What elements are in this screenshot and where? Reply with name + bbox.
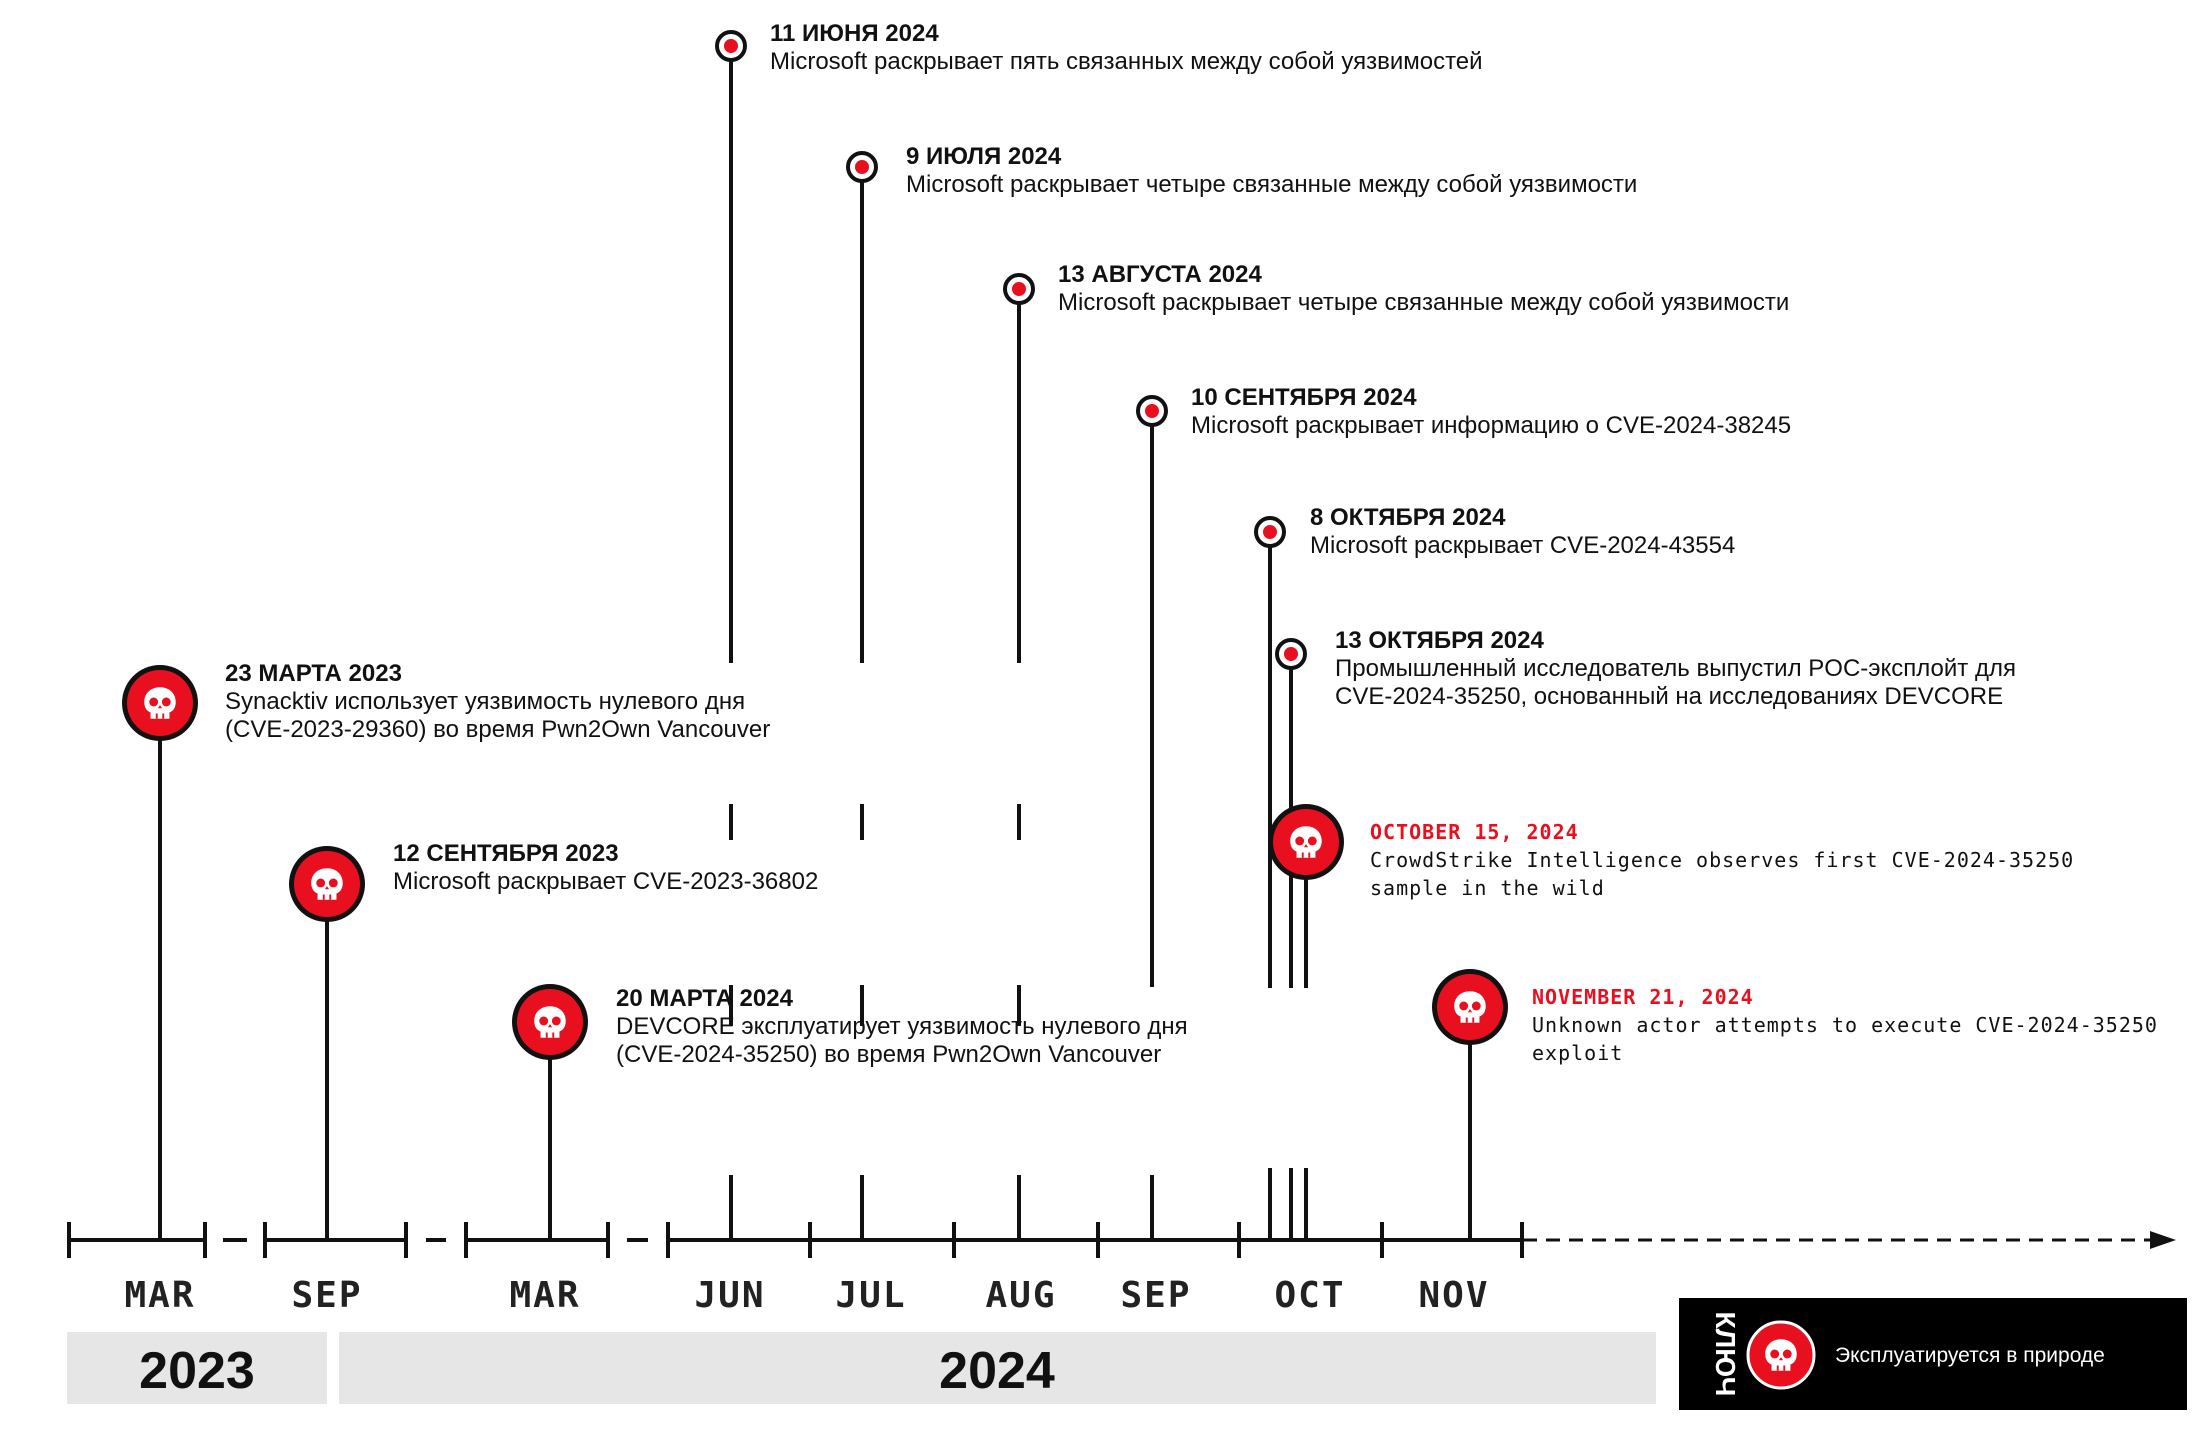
event-description: Microsoft раскрывает пять связанных между собой уязвимостей	[770, 48, 1483, 75]
skull-icon	[122, 665, 198, 741]
month-label: MAR	[509, 1275, 581, 1316]
event-description: CrowdStrike Intelligence observes first CVE-2024-35250	[1370, 848, 2075, 872]
legend-label: Эксплуатируется в природе	[1835, 1344, 2105, 1367]
month-label: NOV	[1418, 1275, 1490, 1316]
month-labels	[124, 1275, 1489, 1316]
event-date: 10 СЕНТЯБРЯ 2024	[1191, 384, 1417, 411]
dot-marker-icon	[1005, 275, 1033, 303]
month-label: OCT	[1274, 1275, 1346, 1316]
axis-arrow-icon	[2150, 1231, 2176, 1249]
month-label: SEP	[291, 1275, 363, 1316]
dot-marker-icon	[717, 32, 745, 60]
event-date: 12 СЕНТЯБРЯ 2023	[393, 840, 619, 867]
event-description: Synacktiv использует уязвимость нулевого дня	[225, 688, 746, 715]
event-description: CVE-2024-35250, основанный на исследованиях DEVCORE	[1335, 683, 2004, 710]
event-labels	[225, 20, 2158, 1068]
skull-icon	[1268, 804, 1344, 880]
event-date: OCTOBER 15, 2024	[1370, 820, 1579, 844]
month-label: AUG	[985, 1275, 1057, 1316]
event-description: exploit	[1532, 1041, 1624, 1065]
event-description: Microsoft раскрывает CVE-2024-43554	[1310, 532, 1736, 559]
event-description: Microsoft раскрывает информацию о CVE-2024-38245	[1191, 412, 1792, 439]
event-description: sample in the wild	[1370, 876, 1605, 900]
dot-marker-icon	[1277, 640, 1305, 668]
event-description: (CVE-2023-29360) во время Pwn2Own Vancouver	[225, 716, 771, 743]
dot-marker-icon	[1256, 518, 1284, 546]
month-label: MAR	[124, 1275, 196, 1316]
event-date: 9 ИЮЛЯ 2024	[906, 143, 1062, 170]
month-label: JUN	[694, 1275, 766, 1316]
skull-icon	[512, 984, 588, 1060]
legend-skull-icon	[1748, 1322, 1814, 1388]
event-date: 13 АВГУСТА 2024	[1058, 261, 1262, 288]
event-date: NOVEMBER 21, 2024	[1532, 985, 1754, 1009]
skull-icon	[1432, 969, 1508, 1045]
event-date: 11 ИЮНЯ 2024	[770, 20, 939, 47]
legend-title: КЛЮЧ	[1710, 1311, 1741, 1397]
year-label-2024: 2024	[939, 1342, 1055, 1400]
year-label-2023: 2023	[139, 1342, 255, 1400]
event-description: (CVE-2024-35250) во время Pwn2Own Vancouver	[616, 1041, 1162, 1068]
dot-marker-icon	[848, 153, 876, 181]
event-description: Microsoft раскрывает CVE-2023-36802	[393, 868, 819, 895]
event-description: Microsoft раскрывает четыре связанные между собой уязвимости	[1058, 289, 1790, 316]
event-description: DEVCORE эксплуатирует уязвимость нулевого дня	[616, 1013, 1188, 1040]
event-date: 23 МАРТА 2023	[225, 660, 402, 687]
event-date: 20 МАРТА 2024	[616, 985, 793, 1012]
event-description: Промышленный исследователь выпустил POC-эксплойт для	[1335, 655, 2016, 682]
dot-marker-icon	[1138, 397, 1166, 425]
event-description: Microsoft раскрывает четыре связанные между собой уязвимости	[906, 171, 1638, 198]
event-description: Unknown actor attempts to execute CVE-2024-35250	[1532, 1013, 2158, 1037]
event-date: 13 ОКТЯБРЯ 2024	[1335, 627, 1544, 654]
skull-icon	[289, 846, 365, 922]
month-label: JUL	[835, 1275, 907, 1316]
month-label: SEP	[1120, 1275, 1192, 1316]
legend	[1679, 1298, 2187, 1410]
event-date: 8 ОКТЯБРЯ 2024	[1310, 504, 1506, 531]
